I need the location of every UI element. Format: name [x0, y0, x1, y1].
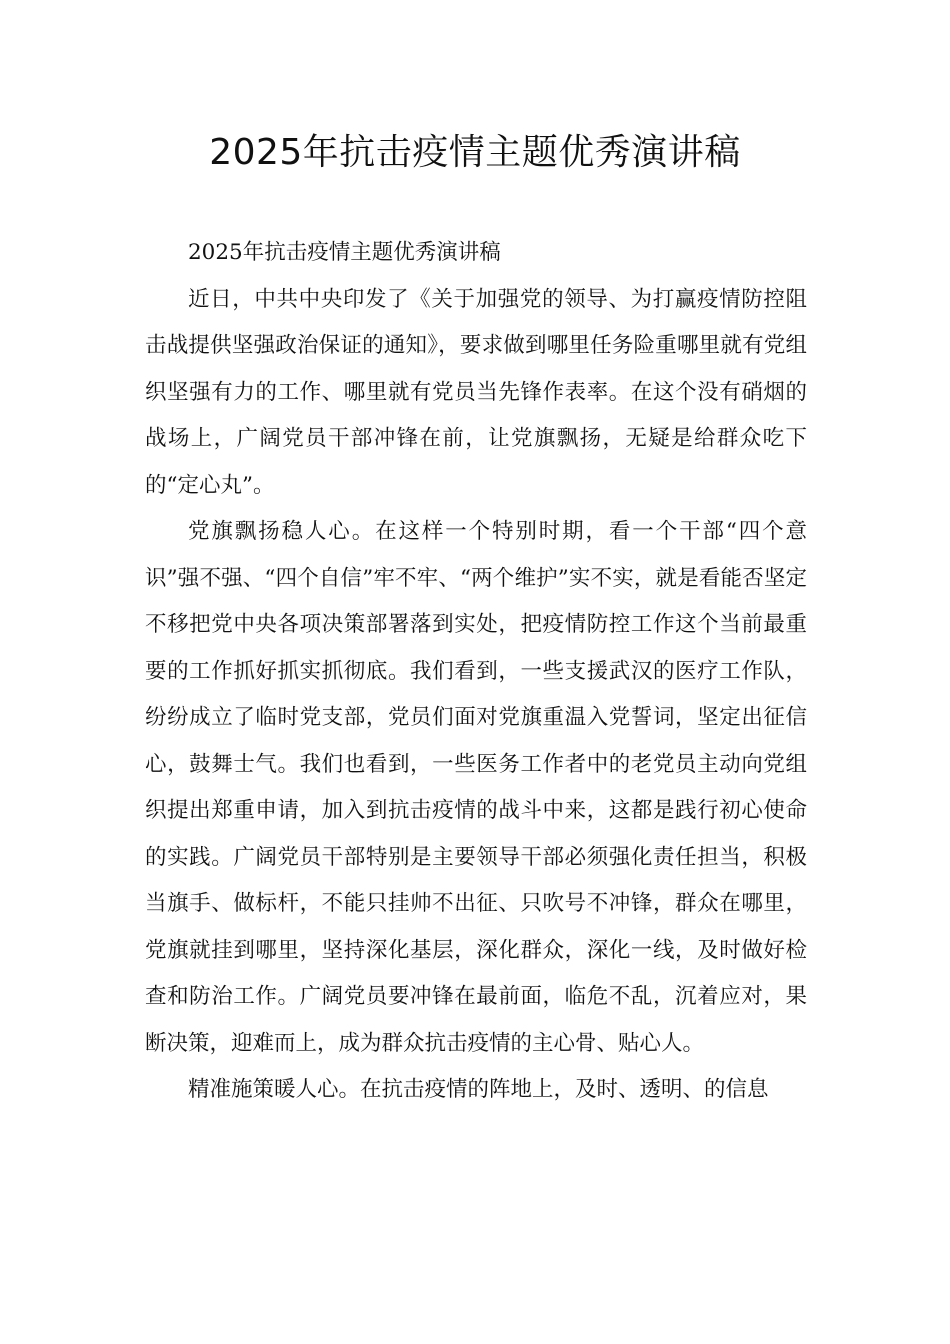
- paragraph-intro: 近日，中共中央印发了《关于加强党的领导、为打赢疫情防控阻击战提供坚强政治保证的通知》，要求做到哪里任务险重哪里就有党组织坚强有力的工作、哪里就有党员当先锋作表率。在这个没有硝烟的战场上，广阔党员干部冲锋在前，让党旗飘扬，无疑是给群众吃下的“定心丸”。: [145, 286, 807, 498]
- document-title: 2025年抗击疫情主题优秀演讲稿: [209, 132, 741, 173]
- paragraph-subtitle: 2025年抗击疫情主题优秀演讲稿: [188, 240, 501, 265]
- paragraph-party-flag: 党旗飘扬稳人心。在这样一个特别时期，看一个干部“四个意识”强不强、“四个自信”牢不牢、“两个维护”实不实，就是看能否坚定不移把党中央各项决策部署落到实处，把疫情防控工作这个当前最重要的工作抓好抓实抓彻底。我们看到，一些支援武汉的医疗工作队，纷纷成立了临时党支部，党员们面对党旗重温入党誓词，坚定出征信心，鼓舞士气。我们也看到，一些医务工作者中的老党员主动向党组织提出郑重申请，加入到抗击疫情的战斗中来，这都是践行初心使命的实践。广阔党员干部特别是主要领导干部必须强化责任担当，积极当旗手、做标杆，不能只挂帅不出征、只吹号不冲锋，群众在哪里，党旗就挂到哪里，坚持深化基层，深化群众，深化一线，及时做好检查和防治工作。广阔党员要冲锋在最前面，临危不乱，沉着应对，果断决策，迎难而上，成为群众抗击疫情的主心骨、贴心人。: [145, 519, 807, 1056]
- document-body: [145, 230, 807, 1114]
- paragraph-precise-policy: 精准施策暖人心。在抗击疫情的阵地上，及时、透明、的信息: [188, 1077, 769, 1102]
